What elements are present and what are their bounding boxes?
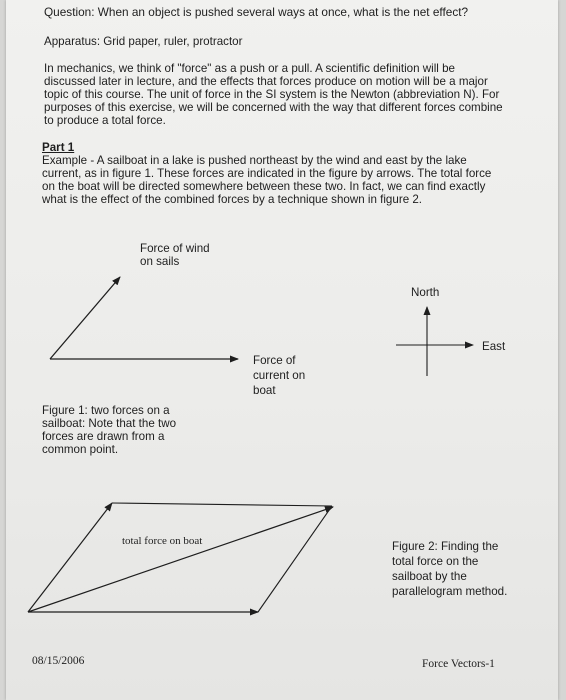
compass-north-label: North bbox=[411, 286, 440, 299]
wind-force-label: Force of wind bbox=[140, 242, 210, 255]
intro-line: topic of this course. The unit of force in the SI system is the Newton (abbreviation N). For bbox=[44, 88, 500, 101]
figure2-caption: total force on the bbox=[392, 555, 479, 568]
example-line: current, as in figure 1. These forces are indicated in the figure by arrows. The total force bbox=[42, 167, 492, 180]
total-force-arrow bbox=[28, 507, 333, 612]
compass-diagram bbox=[396, 307, 473, 376]
footer-date: 08/15/2006 bbox=[32, 655, 85, 667]
current-force-label: Force of bbox=[253, 354, 296, 367]
figure2-caption: sailboat by the bbox=[392, 570, 467, 583]
example-line: on the boat will be directed somewhere between these two. In fact, we can find exactly bbox=[42, 180, 486, 193]
part-heading: Part 1 bbox=[42, 141, 75, 154]
figure2-caption: Figure 2: Finding the bbox=[392, 540, 499, 553]
document-page bbox=[6, 0, 558, 700]
footer-title: Force Vectors-1 bbox=[422, 658, 495, 670]
intro-line: purposes of this exercise, we will be concerned with the way that different forces combine bbox=[44, 101, 503, 114]
parallelogram-right-side bbox=[258, 506, 332, 612]
figures-drawing bbox=[6, 0, 558, 700]
example-line: what is the effect of the combined forces by a technique shown in figure 2. bbox=[42, 193, 423, 206]
wind-force-label: on sails bbox=[140, 255, 180, 268]
current-force-label: current on bbox=[253, 369, 306, 382]
figure1-diagram bbox=[50, 277, 238, 359]
total-force-label: total force on boat bbox=[122, 535, 203, 547]
parallelogram-top-side bbox=[112, 503, 332, 506]
figure1-caption: sailboat: Note that the two bbox=[42, 417, 177, 430]
wind-force-arrow bbox=[50, 277, 120, 359]
compass-east-label: East bbox=[482, 340, 506, 353]
figure1-caption: Figure 1: two forces on a bbox=[42, 404, 170, 417]
current-force-label: boat bbox=[253, 384, 276, 397]
wind-force-arrow bbox=[28, 503, 112, 612]
intro-line: to produce a total force. bbox=[44, 114, 166, 127]
intro-line: discussed later in lecture, and the effects that forces produce on motion will be a major bbox=[44, 75, 488, 88]
figure2-diagram bbox=[28, 503, 333, 612]
figure2-caption: parallelogram method. bbox=[392, 585, 508, 598]
example-line: Example - A sailboat in a lake is pushed northeast by the wind and east by the lake bbox=[42, 154, 467, 167]
figure1-caption: common point. bbox=[42, 443, 119, 456]
intro-line: In mechanics, we think of "force" as a push or a pull. A scientific definition will be bbox=[44, 62, 455, 75]
question-line: Question: When an object is pushed several ways at once, what is the net effect? bbox=[44, 5, 469, 19]
figure1-caption: forces are drawn from a bbox=[42, 430, 165, 443]
apparatus-line: Apparatus: Grid paper, ruler, protractor bbox=[44, 35, 243, 48]
